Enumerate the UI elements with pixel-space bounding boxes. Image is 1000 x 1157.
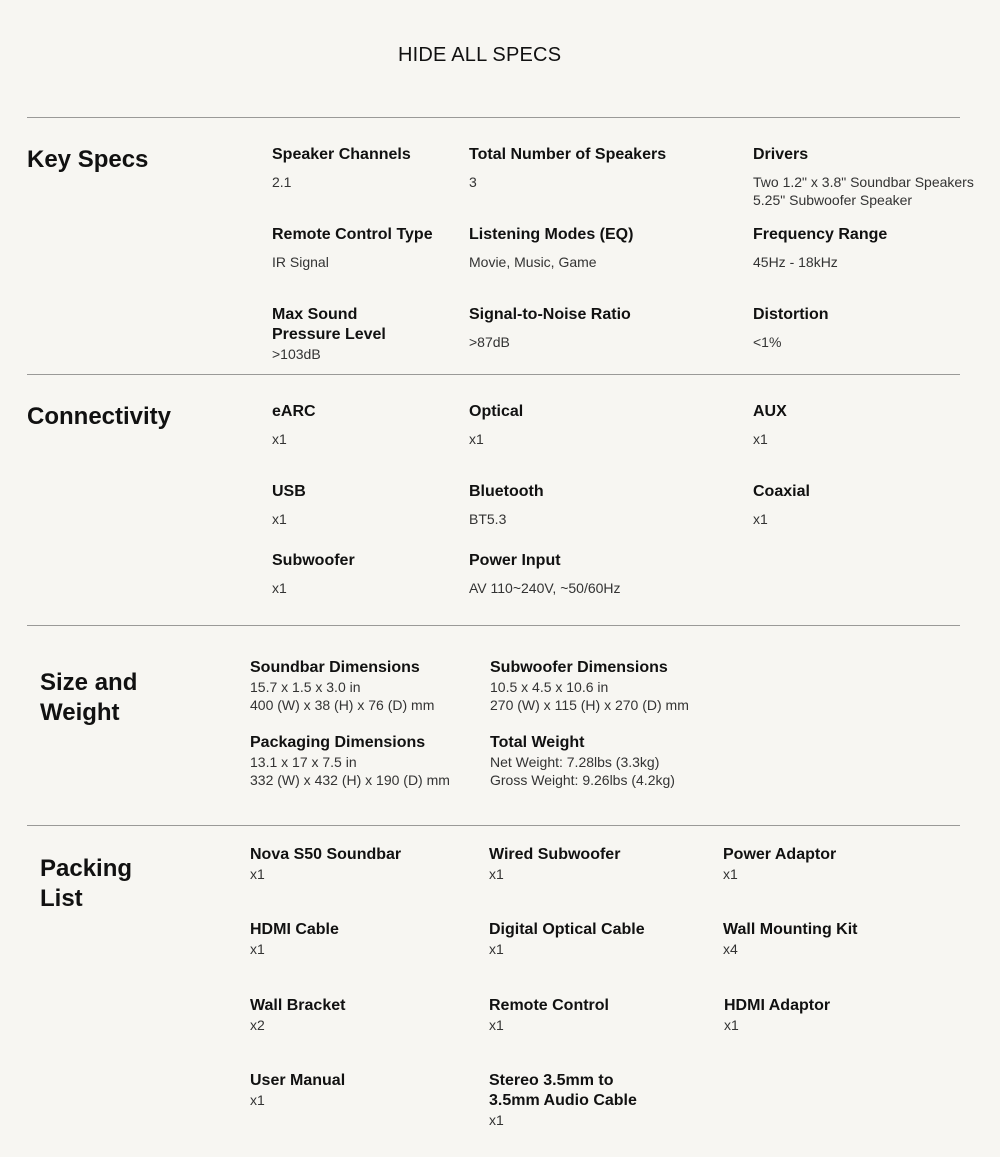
packing-item-soundbar <box>250 845 401 883</box>
spec-earc <box>272 402 316 448</box>
spec-max-spl <box>272 305 386 363</box>
spec-label: Subwoofer Dimensions <box>490 659 668 676</box>
divider <box>27 825 960 826</box>
spec-value: >103dB <box>272 346 321 362</box>
spec-value: >87dB <box>469 334 510 350</box>
spec-label: Distortion <box>753 306 829 323</box>
spec-label: Packaging Dimensions <box>250 734 426 751</box>
spec-value: Net Weight: 7.28lbs (3.3kg) Gross Weight: 9.26lbs (4.2kg) <box>490 754 675 788</box>
spec-value: x1 <box>489 941 504 957</box>
section-title-key-specs: Key Specs <box>27 146 149 173</box>
spec-value: AV 110~240V, ~50/60Hz <box>469 580 621 596</box>
packing-item-hdmi-adaptor <box>724 996 830 1034</box>
spec-value: 3 <box>469 174 477 190</box>
spec-label: Wall Mounting Kit <box>723 921 858 938</box>
spec-value: <1% <box>753 334 782 350</box>
spec-subwoofer-dimensions <box>490 658 689 714</box>
spec-value: x1 <box>250 866 265 882</box>
spec-label: Wall Bracket <box>250 997 346 1014</box>
spec-label: Digital Optical Cable <box>489 921 645 938</box>
spec-value: 15.7 x 1.5 x 3.0 in 400 (W) x 38 (H) x 76 (D) mm <box>250 679 435 713</box>
spec-value: Movie, Music, Game <box>469 254 597 270</box>
spec-label: Wired Subwoofer <box>489 846 621 863</box>
spec-value: x1 <box>724 1017 739 1033</box>
spec-value: x2 <box>250 1017 265 1033</box>
spec-label: Stereo 3.5mm to 3.5mm Audio Cable <box>489 1072 637 1109</box>
section-title-connectivity: Connectivity <box>27 403 172 430</box>
packing-item-wall-bracket <box>250 996 345 1034</box>
spec-label: Total Weight <box>490 734 585 751</box>
spec-value: x1 <box>272 580 287 596</box>
spec-distortion <box>753 305 829 351</box>
spec-label: Signal-to-Noise Ratio <box>469 306 631 323</box>
divider <box>27 625 960 626</box>
spec-value: x1 <box>272 431 287 447</box>
spec-value: x1 <box>250 1092 265 1108</box>
spec-bluetooth <box>469 482 544 528</box>
spec-total-weight <box>490 733 675 789</box>
spec-value: 2.1 <box>272 174 292 190</box>
spec-label: Speaker Channels <box>272 146 411 163</box>
spec-drivers <box>753 145 974 209</box>
spec-value: x1 <box>489 866 504 882</box>
spec-label: Remote Control Type <box>272 226 433 243</box>
divider <box>27 117 960 118</box>
spec-value: x1 <box>272 511 287 527</box>
spec-value: x1 <box>753 431 768 447</box>
spec-subwoofer <box>272 551 355 597</box>
spec-remote-control-type <box>272 225 433 271</box>
spec-label: User Manual <box>250 1072 346 1089</box>
spec-label: Total Number of Speakers <box>469 146 667 163</box>
spec-label: USB <box>272 483 306 500</box>
spec-label: Power Adaptor <box>723 846 837 863</box>
spec-label: Listening Modes (EQ) <box>469 226 634 243</box>
spec-label: Subwoofer <box>272 552 355 569</box>
spec-listening-modes <box>469 225 633 271</box>
spec-soundbar-dimensions <box>250 658 434 714</box>
spec-label: AUX <box>753 403 787 420</box>
section-title-packing-list: Packing List <box>40 855 133 912</box>
spec-label: Bluetooth <box>469 483 544 500</box>
spec-value: IR Signal <box>272 254 329 270</box>
spec-label: Nova S50 Soundbar <box>250 846 402 863</box>
spec-value: Two 1.2" x 3.8" Soundbar Speakers 5.25" Subwoofer Speaker <box>753 174 974 208</box>
spec-usb <box>272 482 306 528</box>
spec-packaging-dimensions <box>250 733 450 789</box>
spec-label: Drivers <box>753 146 809 163</box>
divider <box>27 374 960 375</box>
spec-optical <box>469 402 523 448</box>
packing-item-user-manual <box>250 1071 345 1109</box>
packing-item-wall-mounting-kit <box>723 920 857 958</box>
spec-coaxial <box>753 482 810 528</box>
spec-value: 10.5 x 4.5 x 10.6 in 270 (W) x 115 (H) x 270 (D) mm <box>490 679 689 713</box>
spec-value: x1 <box>489 1017 504 1033</box>
packing-item-hdmi-cable <box>250 920 339 958</box>
hide-all-specs-button[interactable]: HIDE ALL SPECS <box>398 44 562 66</box>
spec-label: Frequency Range <box>753 226 888 243</box>
spec-frequency-range <box>753 225 887 271</box>
spec-label: HDMI Cable <box>250 921 339 938</box>
spec-snr <box>469 305 631 351</box>
spec-power-input <box>469 551 621 597</box>
packing-item-power-adaptor <box>723 845 836 883</box>
spec-speaker-channels <box>272 145 411 191</box>
spec-value: x4 <box>723 941 738 957</box>
spec-value: 45Hz - 18kHz <box>753 254 838 270</box>
spec-value: x1 <box>469 431 484 447</box>
section-title-size-weight: Size and Weight <box>40 669 138 726</box>
spec-label: Power Input <box>469 552 561 569</box>
spec-label: Max Sound Pressure Level <box>272 306 386 343</box>
spec-value: 13.1 x 17 x 7.5 in 332 (W) x 432 (H) x 190 (D) mm <box>250 754 450 788</box>
spec-label: eARC <box>272 403 316 420</box>
spec-label: Soundbar Dimensions <box>250 659 420 676</box>
packing-item-audio-cable <box>489 1071 637 1129</box>
spec-total-speakers <box>469 145 666 191</box>
spec-value: x1 <box>723 866 738 882</box>
spec-label: HDMI Adaptor <box>724 997 831 1014</box>
packing-item-wired-subwoofer <box>489 845 620 883</box>
spec-label: Coaxial <box>753 483 810 500</box>
spec-label: Remote Control <box>489 997 609 1014</box>
spec-label: Optical <box>469 403 524 420</box>
spec-value: BT5.3 <box>469 511 507 527</box>
spec-aux <box>753 402 787 448</box>
packing-item-remote-control <box>489 996 609 1034</box>
packing-item-optical-cable <box>489 920 645 958</box>
spec-value: x1 <box>489 1112 504 1128</box>
spec-value: x1 <box>250 941 265 957</box>
spec-value: x1 <box>753 511 768 527</box>
